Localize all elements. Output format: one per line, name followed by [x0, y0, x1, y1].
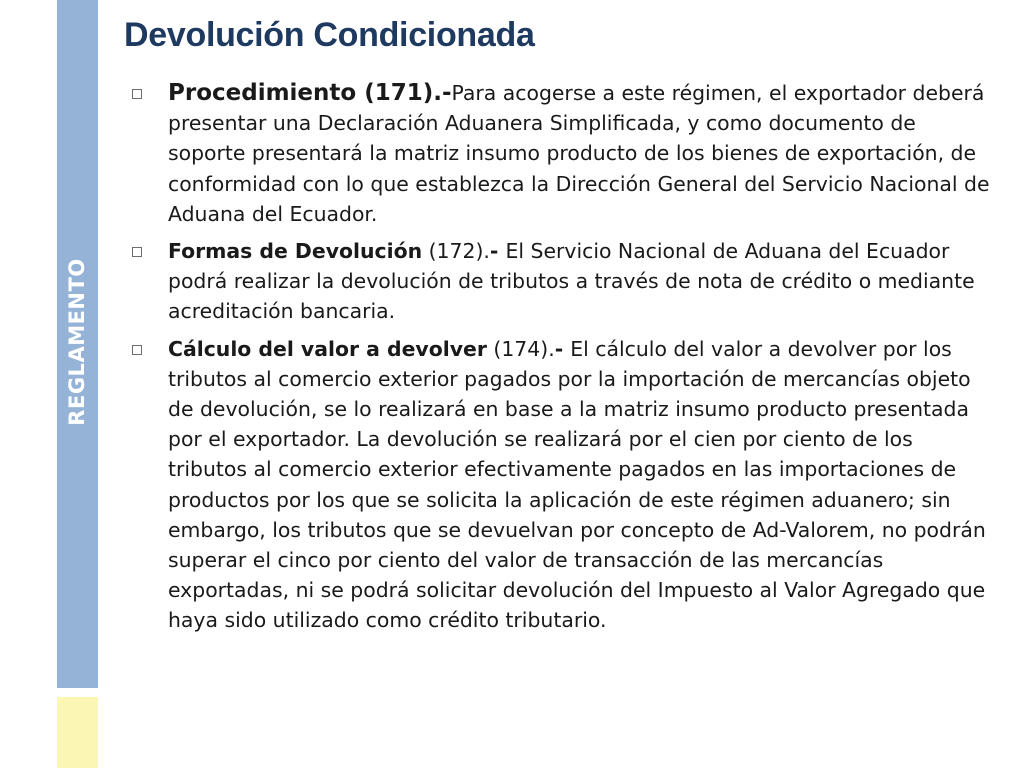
bullet-item	[128, 78, 998, 229]
bullet-heading: Formas de Devolución	[168, 239, 423, 264]
bullet-item	[128, 236, 998, 327]
square-bullet-icon	[132, 89, 142, 99]
slide-title: Devolución Condicionada	[124, 16, 535, 54]
square-bullet-icon	[132, 345, 142, 355]
bullet-item	[128, 334, 998, 636]
square-bullet-icon	[132, 247, 142, 257]
bullet-body: Para acogerse a este régimen, el exportador deberá presentar una Declaración Aduanera Simplificada, y como documento de soporte presentará la matriz insumo producto de los bienes de exportación, de conformidad con lo que establezca la Dirección General del Servicio Nacional de Aduana del Ecuador.	[168, 81, 990, 226]
bullet-body: El cálculo del valor a devolver por los tributos al comercio exterior pagados por la importación de mercancías objeto de devolución, se lo realizará en base a la matriz insumo producto presentada por el exportador. La devolución se realizará por el cien por ciento de los tributos al comercio exterior efectivamente pagados en las importaciones de productos por los que se solicita la aplicación de este régimen aduanero; sin embargo, los tributos que se devuelvan por concepto de Ad-Valorem, no podrán superar el cinco por ciento del valor de transacción de las mercancías exportadas, ni se podrá solicitar devolución del Impuesto al Valor Agregado que haya sido utilizado como crédito tributario.	[168, 336, 986, 633]
bullet-separator: -	[554, 336, 571, 361]
bullet-heading: Procedimiento (171).-	[168, 80, 452, 106]
bullet-article: (172).	[422, 239, 490, 264]
bullet-heading: Cálculo del valor a devolver	[168, 336, 487, 361]
bullet-article: (174).	[486, 336, 555, 361]
side-bar-accent	[57, 697, 98, 768]
bullet-body: El Servicio Nacional de Aduana del Ecuador podrá realizar la devolución de tributos a través de nota de crédito o mediante acreditación bancaria.	[168, 239, 975, 324]
side-label: REGLAMENTO	[65, 258, 89, 426]
bullet-list	[128, 78, 998, 643]
bullet-separator: -	[489, 239, 506, 264]
